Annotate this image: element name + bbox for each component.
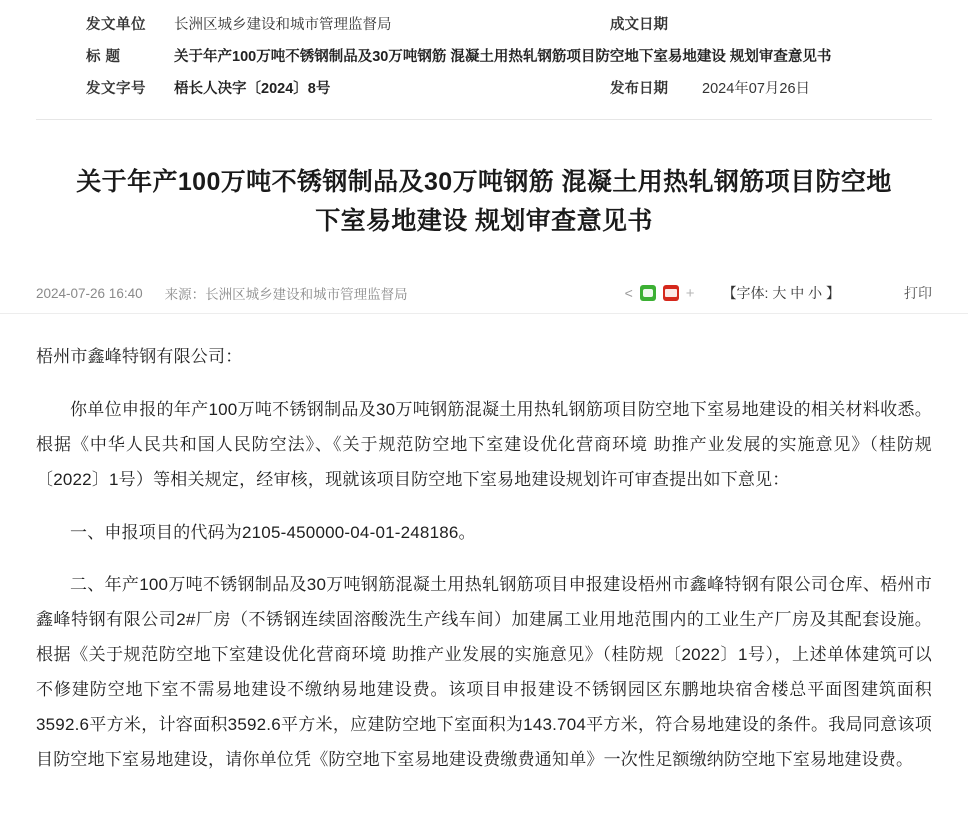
source-label: 来源： — [164, 287, 206, 303]
source-value: 长洲区城乡建设和城市管理监督局 — [205, 287, 408, 303]
meta-row-title — [84, 42, 884, 74]
publish-date-label: 发布日期 — [610, 80, 668, 97]
wechat-icon[interactable] — [640, 285, 656, 301]
weibo-icon[interactable] — [663, 285, 679, 301]
publish-date-value: 2024年07月26日 — [702, 80, 811, 97]
meta-row-docnumber — [84, 74, 884, 106]
title-label: 标 题 — [86, 48, 121, 65]
font-size-large[interactable]: 大 — [772, 285, 787, 302]
document-body — [0, 314, 968, 777]
compose-date-value — [700, 10, 884, 42]
meta-table — [84, 10, 884, 105]
page-title: 关于年产100万吨不锈钢制品及30万吨钢筋 混凝土用热轧钢筋项目防空地下室易地建设 规划审查意见书 — [76, 168, 892, 235]
body-paragraph-1: 你单位申报的年产100万吨不锈钢制品及30万吨钢筋混凝土用热轧钢筋项目防空地下室易地建设的相关材料收悉。根据《中华人民共和国人民防空法》、《关于规范防空地下室建设优化营商环境 助推产业发展的实施意见》（桂防规〔2022〕1号）等相关规定，经审核，现就该项目防空地下室易地建设规划许可审查提出如下意见： — [36, 400, 932, 489]
body-paragraph-2: 一、申报项目的代码为2105-450000-04-01-248186。 — [70, 522, 476, 542]
issuer-label: 发文单位 — [86, 17, 146, 33]
font-size-switcher[interactable] — [723, 283, 840, 303]
document-meta-header — [0, 0, 968, 113]
header-divider — [36, 119, 932, 120]
info-left-group — [36, 283, 408, 303]
plus-icon[interactable]: + — [685, 284, 695, 302]
doc-number-value: 梧长人决字〔2024〕8号 — [174, 80, 331, 97]
meta-row-issuer — [84, 10, 884, 42]
compose-date-label: 成文日期 — [610, 17, 668, 33]
salutation: 梧州市鑫峰特钢有限公司： — [36, 347, 243, 367]
publish-datetime: 2024-07-26 16:40 — [36, 285, 143, 301]
body-paragraph-3: 二、年产100万吨不锈钢制品及30万吨钢筋混凝土用热轧钢筋项目申报建设梧州市鑫峰特钢有限公司仓库、梧州市鑫峰特钢有限公司2#厂房（不锈钢连续固溶酸洗生产线车间）加建属工业用地范围内的工业生产厂房及其配套设施。根据《关于规范防空地下室建设优化营商环境 助推产业发展的实施意见》（桂防规〔2022〕1号），上述单体建筑可以不修建防空地下室不需易地建设不缴纳易地建设费。该项目申报建设不锈钢园区东鹏地块宿舍楼总平面图建筑面积3592.6平方米，计容面积3592.6平方米，应建防空地下室面积为143.704平方米，符合易地建设的条件。我局同意该项目防空地下室易地建设，请你单位凭《防空地下室易地建设费缴费通知单》一次性足额缴纳防空地下室易地建设费。 — [36, 575, 932, 769]
title-value: 关于年产100万吨不锈钢制品及30万吨钢筋 混凝土用热轧钢筋项目防空地下室易地建设 规划审查意见书 — [174, 48, 832, 65]
font-size-medium[interactable]: 中 — [790, 285, 805, 302]
font-size-suffix: 】 — [826, 285, 840, 302]
doc-number-label: 发文字号 — [86, 80, 146, 97]
font-size-prefix: 【字体: — [722, 285, 769, 302]
share-icon[interactable]: < — [624, 285, 633, 302]
share-group[interactable] — [625, 285, 695, 302]
article-info-bar — [0, 275, 968, 314]
source-group — [165, 283, 408, 303]
font-size-small[interactable]: 小 — [808, 285, 823, 302]
issuer-value: 长洲区城乡建设和城市管理监督局 — [174, 17, 392, 33]
print-button[interactable]: 打印 — [904, 285, 932, 302]
